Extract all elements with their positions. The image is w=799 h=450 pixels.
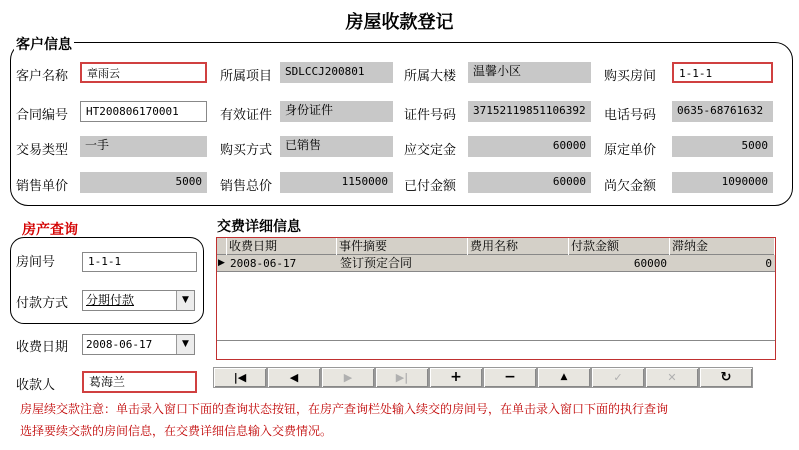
customer-info-title: 客户信息: [14, 34, 74, 54]
row-indicator-icon: ▶: [218, 258, 225, 268]
id-number-label: 证件号码: [404, 108, 457, 123]
next-record-button[interactable]: ▶: [321, 367, 375, 388]
chevron-down-icon[interactable]: ▼: [176, 335, 194, 354]
room-label: 购买房间: [604, 69, 657, 84]
collector-label: 收款人: [16, 378, 56, 393]
deposit-due-field[interactable]: 60000: [468, 136, 591, 157]
record-navigator: [213, 367, 753, 388]
id-number-field[interactable]: 37152119851106392: [468, 101, 591, 122]
column-header-fee[interactable]: 费用名称: [468, 238, 569, 255]
post-record-button[interactable]: ✓: [591, 367, 645, 388]
phone-field[interactable]: 0635-68761632: [672, 101, 773, 122]
paid-field[interactable]: 60000: [468, 172, 591, 193]
trade-type-label: 交易类型: [16, 143, 69, 158]
row-late-fee[interactable]: 0: [765, 257, 772, 270]
header-marker: [217, 238, 227, 255]
instruction-note-line2: 选择要续交款的房间信息，在交费详细信息输入交费情况。: [20, 424, 333, 438]
contract-field[interactable]: HT200806170001: [80, 101, 207, 122]
add-record-button[interactable]: +: [429, 367, 483, 388]
phone-label: 电话号码: [604, 108, 657, 123]
buy-method-field[interactable]: 已销售: [280, 136, 393, 157]
collect-date-label: 收费日期: [16, 340, 69, 355]
table-row[interactable]: [217, 255, 775, 272]
sale-price-field[interactable]: 5000: [80, 172, 207, 193]
chevron-down-icon[interactable]: ▼: [176, 291, 194, 310]
id-type-label: 有效证件: [220, 108, 273, 123]
trade-type-field[interactable]: 一手: [80, 136, 207, 157]
page-title: 房屋收款登记: [345, 12, 454, 33]
collect-date-value: 2008-06-17: [86, 338, 153, 351]
paid-label: 已付金额: [404, 179, 457, 194]
customer-name-field[interactable]: 章雨云: [80, 62, 207, 83]
project-field[interactable]: SDLCCJ200801: [280, 62, 393, 83]
pay-method-label: 付款方式: [16, 296, 69, 311]
column-header-event[interactable]: 事件摘要: [337, 238, 468, 255]
id-type-field[interactable]: 身份证件: [280, 101, 393, 122]
deposit-due-label: 应交定金: [404, 143, 457, 158]
details-grid-header: [217, 238, 775, 255]
cancel-record-button[interactable]: ✕: [645, 367, 699, 388]
query-room-input[interactable]: 1-1-1: [82, 252, 197, 272]
orig-price-field[interactable]: 5000: [672, 136, 773, 157]
sale-price-label: 销售单价: [16, 179, 69, 194]
building-label: 所属大楼: [404, 69, 457, 84]
first-record-button[interactable]: |◀: [213, 367, 267, 388]
collect-date-select[interactable]: [82, 334, 195, 355]
project-label: 所属项目: [220, 69, 273, 84]
row-date[interactable]: 2008-06-17: [230, 257, 297, 270]
instruction-note-line1: 房屋续交款注意：单击录入窗口下面的查询状态按钮，在房产查询栏处输入续交的房间号，在单击录入窗口下面的执行查询: [20, 402, 669, 416]
building-field[interactable]: 温馨小区: [468, 62, 591, 83]
sale-total-label: 销售总价: [220, 179, 273, 194]
query-room-label: 房间号: [16, 255, 56, 270]
buy-method-label: 购买方式: [220, 143, 273, 158]
owed-label: 尚欠金额: [604, 179, 657, 194]
customer-name-label: 客户名称: [16, 69, 69, 84]
grid-bottom-line: [217, 340, 775, 341]
details-grid[interactable]: [216, 237, 776, 360]
refresh-button[interactable]: ↻: [699, 367, 753, 388]
row-event[interactable]: 签订预定合同: [340, 256, 413, 270]
pay-method-select[interactable]: [82, 290, 195, 311]
row-fee[interactable]: [468, 255, 569, 272]
property-query-title: 房产查询: [22, 222, 78, 238]
delete-record-button[interactable]: −: [483, 367, 537, 388]
room-field[interactable]: 1-1-1: [672, 62, 773, 83]
column-header-date[interactable]: 收费日期: [227, 238, 337, 255]
edit-record-button[interactable]: ▲: [537, 367, 591, 388]
contract-label: 合同编号: [16, 108, 69, 123]
column-header-late-fee[interactable]: 滞纳金: [670, 238, 775, 255]
orig-price-label: 原定单价: [604, 143, 657, 158]
owed-field[interactable]: 1090000: [672, 172, 773, 193]
column-header-amount[interactable]: 付款金额: [569, 238, 670, 255]
pay-method-value: 分期付款: [86, 293, 135, 307]
collector-field[interactable]: 葛海兰: [82, 371, 197, 393]
prev-record-button[interactable]: ◀: [267, 367, 321, 388]
details-title: 交费详细信息: [217, 216, 301, 236]
last-record-button[interactable]: ▶|: [375, 367, 429, 388]
sale-total-field[interactable]: 1150000: [280, 172, 393, 193]
row-amount[interactable]: 60000: [633, 257, 667, 270]
